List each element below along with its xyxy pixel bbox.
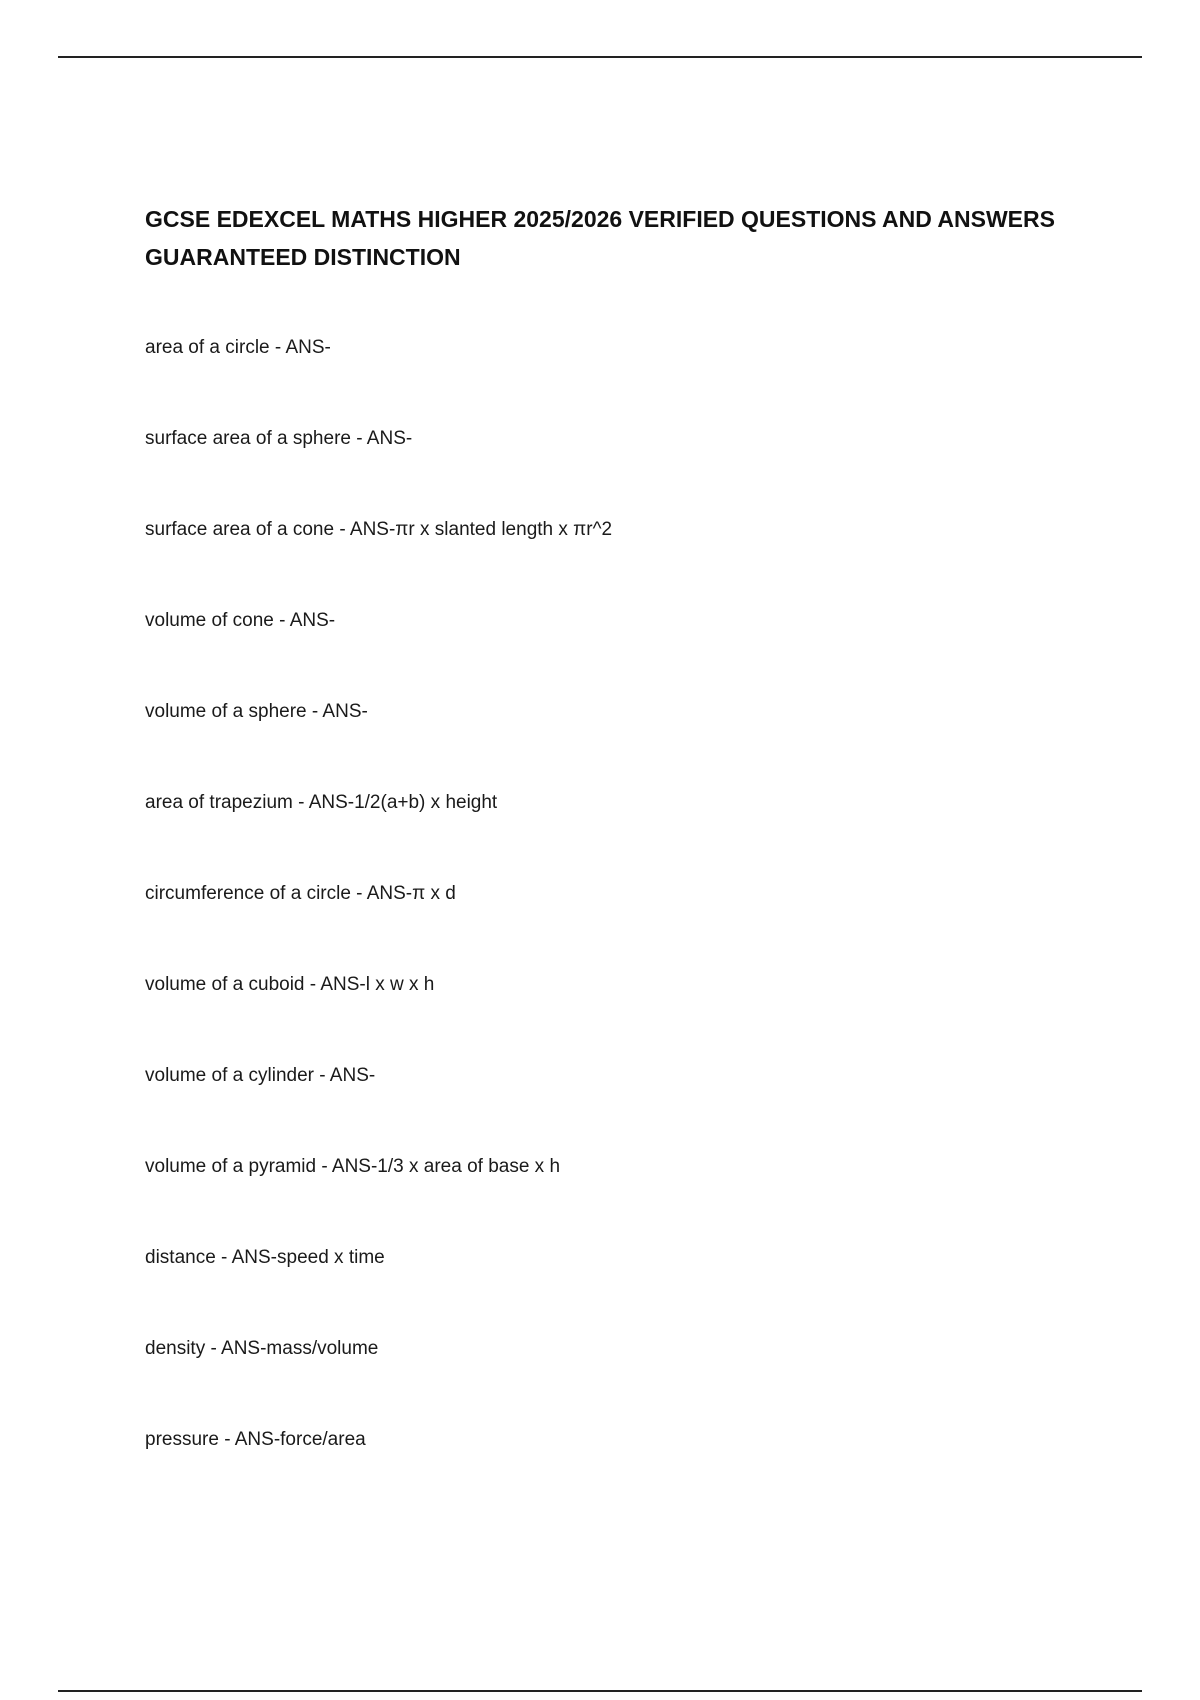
document-title: GCSE EDEXCEL MATHS HIGHER 2025/2026 VERIFIED QUESTIONS AND ANSWERS GUARANTEED DISTINCTION: [145, 206, 1055, 270]
qa-item: volume of a pyramid - ANS-1/3 x area of base x h: [145, 1156, 561, 1177]
qa-item: surface area of a sphere - ANS-: [145, 428, 413, 449]
qa-item: volume of a sphere - ANS-: [145, 701, 368, 722]
qa-item: volume of cone - ANS-: [145, 610, 336, 631]
qa-item: area of a circle - ANS-: [145, 337, 331, 358]
qa-item: circumference of a circle - ANS-π x d: [145, 883, 456, 904]
footer-rule: [58, 1690, 1142, 1692]
qa-item: pressure - ANS-force/area: [145, 1429, 366, 1450]
qa-item: surface area of a cone - ANS-πr x slanted length x πr^2: [145, 519, 613, 540]
qa-item: volume of a cylinder - ANS-: [145, 1065, 376, 1086]
qa-item: density - ANS-mass/volume: [145, 1338, 379, 1359]
header-rule: [58, 56, 1142, 58]
document-body: [145, 200, 1085, 1450]
qa-item: distance - ANS-speed x time: [145, 1247, 385, 1268]
qa-list: [145, 334, 612, 1517]
qa-item: volume of a cuboid - ANS-l x w x h: [145, 974, 435, 995]
qa-item: area of trapezium - ANS-1/2(a+b) x height: [145, 792, 498, 813]
